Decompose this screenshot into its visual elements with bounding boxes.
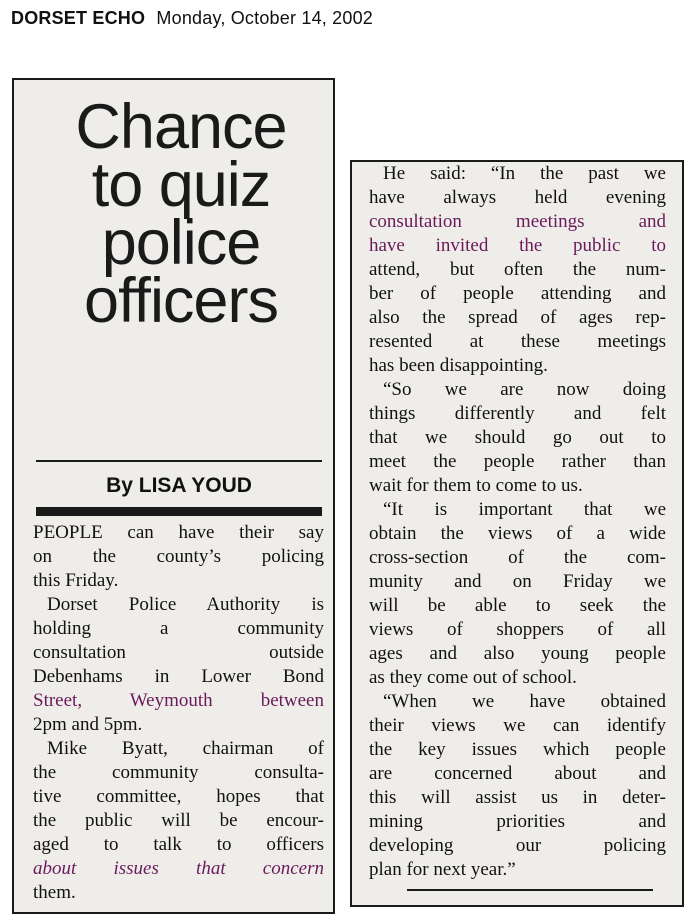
text-line: ages and also young people [369, 643, 666, 664]
text-line: resented at these meetings [369, 331, 666, 352]
text-line: as they come out of school. [369, 667, 577, 688]
article-body-left [33, 521, 324, 905]
text-line: on the county’s policing [33, 546, 324, 567]
text-line: PEOPLE can have their say [33, 522, 324, 543]
text-line: attend, but often the num- [369, 259, 666, 280]
text-line: munity and on Friday we [369, 571, 666, 592]
text-line: have invited the public to [369, 235, 666, 256]
text-line: the public will be encour- [33, 810, 324, 831]
publication-date: Monday, October 14, 2002 [156, 8, 374, 28]
text-line: them. [33, 882, 76, 903]
text-line: that we should go out to [369, 427, 666, 448]
text-line: obtain the views of a wide [369, 523, 666, 544]
text-line: Debenhams in Lower Bond [33, 666, 324, 687]
text-line: meet the people rather than [369, 451, 666, 472]
byline-rule-top [36, 460, 322, 462]
text-line: “So we are now doing [383, 379, 666, 400]
byline: By LISA YOUD [106, 474, 252, 497]
article-column-left [12, 78, 335, 914]
headline-line: officers [84, 266, 278, 336]
text-line: about issues that concern [33, 858, 324, 879]
headline-line: Chance [75, 92, 287, 162]
byline-rule-bottom [36, 507, 322, 516]
text-line: views of shoppers of all [369, 619, 666, 640]
text-line: developing our policing [369, 835, 666, 856]
text-line: wait for them to come to us. [369, 475, 583, 496]
text-line: cross-section of the com- [369, 547, 666, 568]
article-column-right [350, 160, 684, 907]
text-line: this will assist us in deter- [369, 787, 666, 808]
headline-line: police [101, 208, 261, 278]
text-line: their views we can identify [369, 715, 666, 736]
text-line: Dorset Police Authority is [47, 594, 324, 615]
text-line: plan for next year.” [369, 859, 516, 880]
text-line: aged to talk to officers [33, 834, 324, 855]
text-line: 2pm and 5pm. [33, 714, 143, 735]
text-line: Street, Weymouth between [33, 690, 324, 711]
text-line: things differently and felt [369, 403, 666, 424]
text-line: tive committee, hopes that [33, 786, 324, 807]
text-line: also the spread of ages rep- [369, 307, 666, 328]
article-body-right [369, 162, 666, 882]
text-line: consultation outside [33, 642, 324, 663]
text-line: Mike Byatt, chairman of [47, 738, 324, 759]
text-line: ber of people attending and [369, 283, 666, 304]
text-line: are concerned about and [369, 763, 666, 784]
text-line: “It is important that we [383, 499, 666, 520]
text-line: the community consulta- [33, 762, 324, 783]
headline [36, 92, 326, 336]
end-rule [407, 889, 653, 891]
headline-line: to quiz [91, 150, 271, 220]
text-line: mining priorities and [369, 811, 666, 832]
text-line: He said: “In the past we [383, 163, 666, 184]
masthead [11, 8, 373, 29]
text-line: the key issues which people [369, 739, 666, 760]
text-line: this Friday. [33, 570, 119, 591]
text-line: consultation meetings and [369, 211, 666, 232]
text-line: have always held evening [369, 187, 666, 208]
newspaper-name: DORSET ECHO [11, 8, 146, 28]
text-line: holding a community [33, 618, 324, 639]
text-line: “When we have obtained [383, 691, 666, 712]
text-line: will be able to seek the [369, 595, 666, 616]
text-line: has been disappointing. [369, 355, 548, 376]
